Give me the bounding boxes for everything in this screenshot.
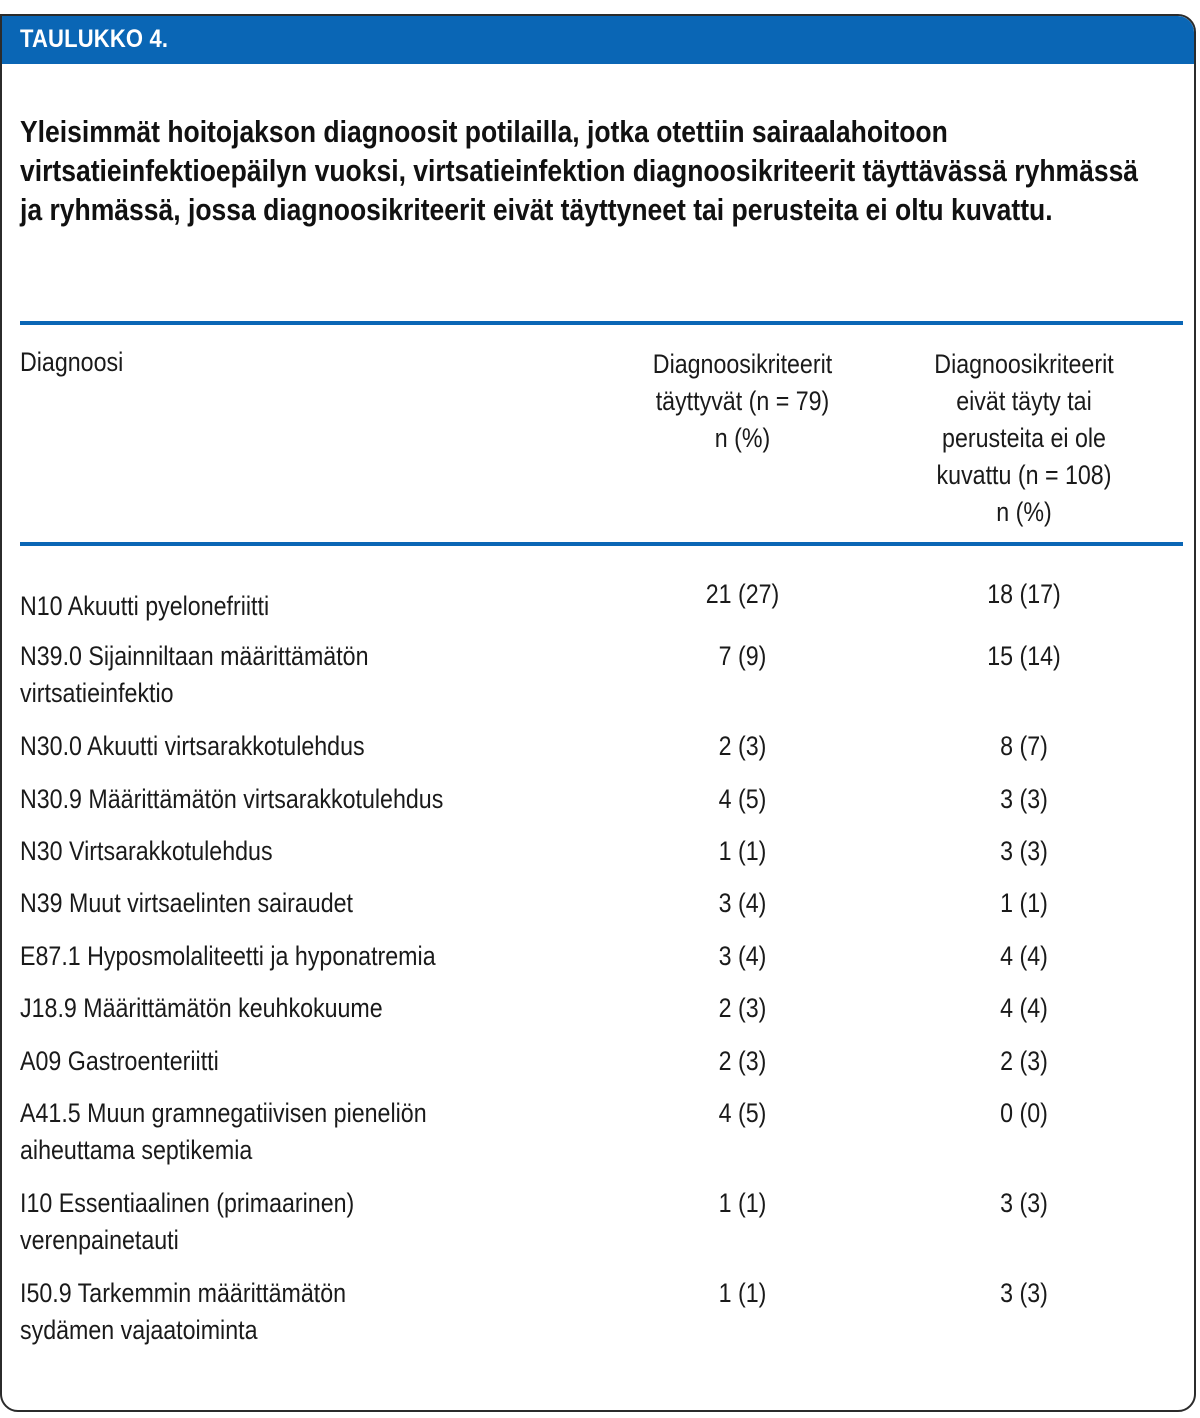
- table-cell-not-met: 4 (4): [1000, 993, 1048, 1023]
- table-row-label: [20, 728, 605, 765]
- row-label-line: J18.9 Määrittämätön keuhkokuume: [20, 993, 383, 1023]
- table-cell-not-met: 3 (3): [1000, 1278, 1048, 1308]
- table-cell-met: 4 (5): [718, 1098, 767, 1128]
- row-label-line: I50.9 Tarkemmin määrittämätön: [20, 1278, 347, 1308]
- table-header-bar: [2, 16, 1194, 64]
- table-cell-met: 1 (1): [718, 1278, 767, 1308]
- header-bottom-rule: [20, 542, 1183, 546]
- table-cell-not-met: 0 (0): [1000, 1098, 1048, 1128]
- column-header-line: kuvattu (n = 108): [936, 460, 1112, 490]
- table-cell-met: 4 (5): [718, 784, 767, 814]
- row-label-line: A09 Gastroenteriitti: [20, 1046, 219, 1076]
- table-cell-met: 2 (3): [718, 1046, 767, 1076]
- row-label-line: aiheuttama septikemia: [20, 1135, 253, 1165]
- table-cell-not-met: 15 (14): [987, 641, 1061, 671]
- row-label-line: virtsatieinfektio: [20, 678, 174, 708]
- table-row-label: [20, 990, 605, 1027]
- column-header-line: n (%): [996, 497, 1052, 527]
- table-cell-not-met: 3 (3): [1000, 784, 1048, 814]
- table-label: TAULUKKO 4.: [20, 25, 169, 53]
- column-header-line: Diagnoosikriteerit: [934, 349, 1114, 379]
- table-row-label: [20, 1043, 605, 1080]
- row-label-line: N30 Virtsarakkotulehdus: [20, 836, 273, 866]
- table-cell-not-met: 8 (7): [1000, 731, 1048, 761]
- table-caption: Yleisimmät hoitojakson diagnoosit potilailla, jotka otettiin sairaalahoitoon virtsatieinfektioepäilyn vuoksi, virtsatieinfektion diagnoosikriteerit täyttävässä ryhmässä ja ryhmässä, jossa diagnoosikriteerit eivät täyttyneet tai perusteita ei oltu kuvattu.: [20, 114, 1139, 227]
- table-cell-not-met: 4 (4): [1000, 941, 1048, 971]
- table-row-label: [20, 1095, 605, 1169]
- table-cell-not-met: 2 (3): [1000, 1046, 1048, 1076]
- table-frame: [0, 14, 1196, 1412]
- column-header-criteria-met: [594, 346, 891, 457]
- table-row-label: [20, 781, 605, 818]
- row-label-line: E87.1 Hyposmolaliteetti ja hyponatremia: [20, 941, 436, 971]
- table-cell-not-met: 1 (1): [1000, 888, 1048, 918]
- table-cell-met: 3 (4): [718, 888, 767, 918]
- column-header-criteria-not-met: [869, 346, 1179, 531]
- table-row-label: [20, 938, 605, 975]
- table-cell-met: 7 (9): [718, 641, 767, 671]
- row-label-line: N39.0 Sijainniltaan määrittämätön: [20, 641, 369, 671]
- table-row-label: [20, 638, 605, 712]
- row-label-line: N10 Akuutti pyelonefriitti: [20, 591, 270, 621]
- row-label-line: sydämen vajaatoiminta: [20, 1315, 258, 1345]
- table-row-label: [20, 1275, 605, 1349]
- row-label-line: I10 Essentiaalinen (primaarinen): [20, 1188, 355, 1218]
- row-label-line: N39 Muut virtsaelinten sairaudet: [20, 888, 353, 918]
- table-cell-met: 2 (3): [718, 993, 767, 1023]
- column-header-line: perusteita ei ole: [942, 423, 1106, 453]
- table-cell-met: 2 (3): [718, 731, 767, 761]
- header-top-rule: [20, 321, 1183, 325]
- column-header-diagnosis: Diagnoosi: [20, 347, 124, 377]
- table-cell-not-met: 3 (3): [1000, 1188, 1048, 1218]
- table-row-label: [20, 833, 605, 870]
- table-cell-met: 1 (1): [718, 1188, 767, 1218]
- column-header-line: täyttyvät (n = 79): [655, 386, 830, 416]
- row-label-line: A41.5 Muun gramnegatiivisen pieneliön: [20, 1098, 427, 1128]
- table-cell-not-met: 3 (3): [1000, 836, 1048, 866]
- row-label-line: N30.9 Määrittämätön virtsarakkotulehdus: [20, 784, 444, 814]
- row-label-line: N30.0 Akuutti virtsarakkotulehdus: [20, 731, 365, 761]
- column-header-line: eivät täyty tai: [956, 386, 1092, 416]
- column-header-line: Diagnoosikriteerit: [652, 349, 833, 379]
- table-row-label: [20, 885, 605, 922]
- table-row-label: [20, 588, 605, 625]
- table-cell-met: 1 (1): [718, 836, 767, 866]
- column-header-line: n (%): [714, 423, 771, 453]
- table-row-label: [20, 1185, 605, 1259]
- table-cell-not-met: 18 (17): [987, 579, 1061, 609]
- row-label-line: verenpainetauti: [20, 1225, 179, 1255]
- table-cell-met: 21 (27): [705, 579, 780, 609]
- table-cell-met: 3 (4): [718, 941, 767, 971]
